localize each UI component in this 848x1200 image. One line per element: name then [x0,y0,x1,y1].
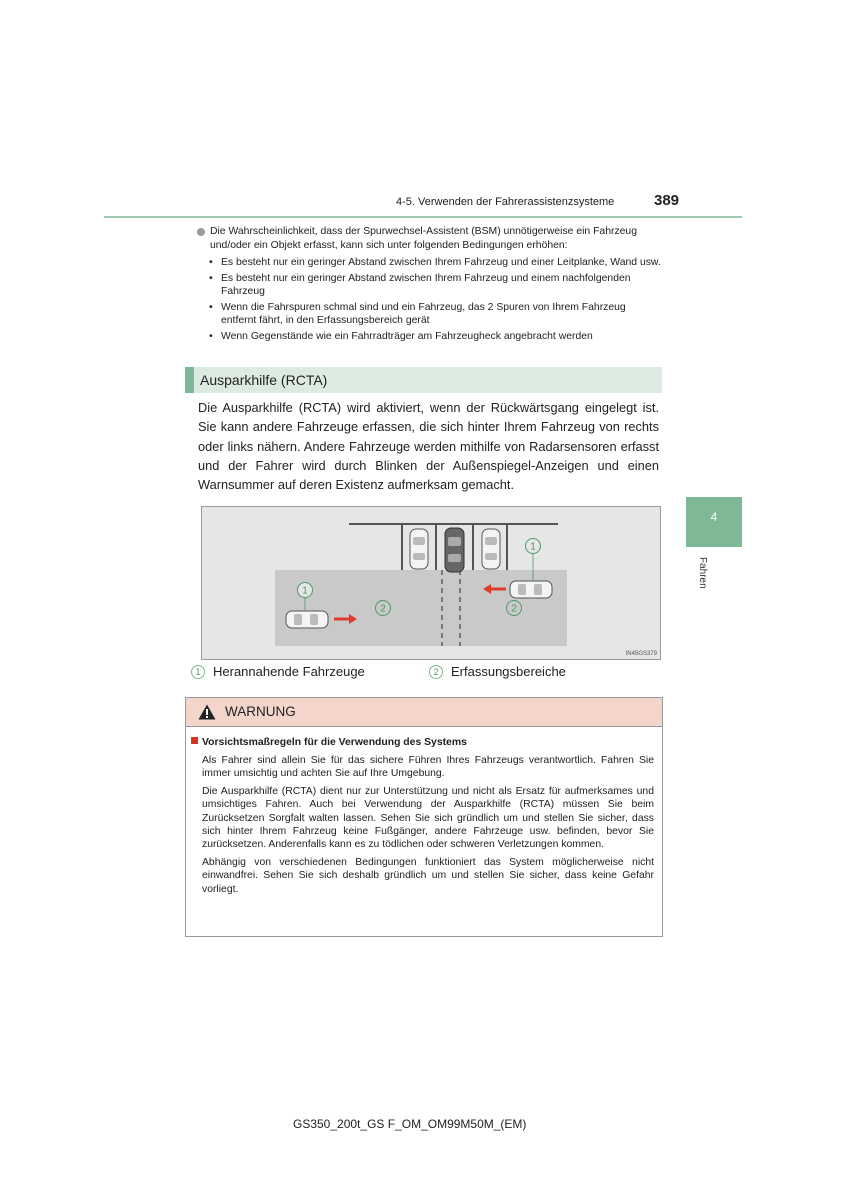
svg-text:1: 1 [302,585,308,597]
legend-label: Erfassungsbereiche [451,664,566,679]
approaching-vehicle-left [286,611,328,628]
parked-car [482,529,500,569]
svg-text:1: 1 [530,541,536,553]
rcta-diagram [201,506,661,660]
list-item [209,330,662,344]
chapter-tab-number: 4 [710,510,718,524]
list-item-text: Wenn Gegenstände wie ein Fahrradträger am Fahrzeugheck angebracht werden [221,330,593,342]
bullet-icon: • [209,301,213,313]
list-item [209,301,662,328]
legend-number-icon: 1 [191,665,205,679]
red-square-icon [191,737,198,744]
svg-text:2: 2 [511,603,517,615]
legend-item-approaching [191,664,365,679]
list-item-text: Es besteht nur ein geringer Abstand zwischen Ihrem Fahrzeug und einem nachfolgenden Fahrzeug [221,272,631,297]
warning-paragraph: Als Fahrer sind allein Sie für das sichere Führen Ihres Fahrzeugs verantwortlich. Fahren Sie immer umsichtig und achten Sie auf Ihre Umgebung. [202,755,654,780]
section-heading [185,367,662,393]
warning-header [186,698,662,727]
bsm-conditions-list [197,225,662,345]
warning-subheading-text: Vorsichtsmaßregeln für die Verwendung des Systems [202,737,467,748]
legend-number-icon: 2 [429,665,443,679]
bullet-icon: • [209,257,213,268]
rcta-diagram-svg [202,507,660,659]
chapter-tab-label: Fahren [697,557,708,589]
figure-legend [191,664,661,684]
bullet-dot-icon [197,228,205,236]
page-number: 389 [654,192,680,209]
running-header-section: 4-5. Verwenden der Fahrerassistenzsysteme [396,196,615,208]
bullet-icon: • [209,330,213,342]
lead-bullet [197,225,662,252]
list-item-text: Wenn die Fahrspuren schmal sind und ein Fahrzeug, das 2 Spuren von Ihrem Fahrzeug entfernt fährt, in den Erfassungsbereich gerät [221,301,626,326]
footer-code: GS350_200t_GS F_OM_OM99M50M_(EM) [293,1117,527,1131]
callout-2-left [376,601,391,616]
header-rule [104,216,742,218]
warning-title: WARNUNG [225,704,296,719]
warning-paragraph: Abhängig von verschiedenen Bedingungen funktioniert das System möglicherweise nicht einwandfrei. Sehen Sie sich deshalb gründlich um und stellen Sie sicher, dass keine Gefahr vorliegt. [202,856,654,895]
list-item [209,256,662,270]
approaching-vehicle-right [510,581,552,598]
warning-paragraph: Die Ausparkhilfe (RCTA) dient nur zur Unterstützung und nicht als Ersatz für aufmerksames und umsichtiges Fahren. Auch bei Verwendung der Ausparkhilfe (RCTA) müssen Sie beim Zurücksetzen Sorgfalt walten lassen. Sehen Sie sich gründlich um und stellen Sie sicher, dass sich hinter Ihrem Fahrzeug keine Fußgänger, andere Fahrzeuge usw. befinden, bevor Sie zurücksetzen. Anderenfalls kann es zu tödlichen oder schweren Verletzungen kommen. [202,785,654,851]
figure-code: IN45GS379 [625,651,657,657]
warning-body [202,754,654,900]
own-car [445,528,464,572]
list-item [209,272,662,299]
svg-text:2: 2 [380,603,386,615]
condition-items [197,256,662,343]
warning-triangle-icon [198,704,216,720]
callout-2-right [507,601,522,616]
lead-bullet-text: Die Wahrscheinlichkeit, dass der Spurwechsel-Assistent (BSM) unnötigerweise ein Fahrzeug und/oder ein Objekt erfasst, kann sich unter folgenden Bedingungen erhöhen: [210,226,637,251]
list-item-text: Es besteht nur ein geringer Abstand zwischen Ihrem Fahrzeug und einer Leitplanke, Wand usw. [221,257,661,268]
intro-paragraph: Die Ausparkhilfe (RCTA) wird aktiviert, wenn der Rückwärtsgang eingelegt ist. Sie kann andere Fahrzeuge erfassen, die sich hinter Ihrem Fahrzeug von rechts oder links nähern. Andere Fahrzeuge werden mithilfe von Radarsensoren erfasst und der Fahrer wird durch Blinken der Außenspiegel-Anzeigen und einen Warnsummer auf deren Existenz aufmerksam gemacht. [198,400,659,493]
legend-label: Herannahende Fahrzeuge [213,664,365,679]
warning-box [185,697,663,937]
section-heading-text: Ausparkhilfe (RCTA) [200,372,328,388]
legend-item-detection [429,664,566,679]
warning-subheading [191,737,467,748]
parked-car [410,529,428,569]
bullet-icon: • [209,272,213,284]
